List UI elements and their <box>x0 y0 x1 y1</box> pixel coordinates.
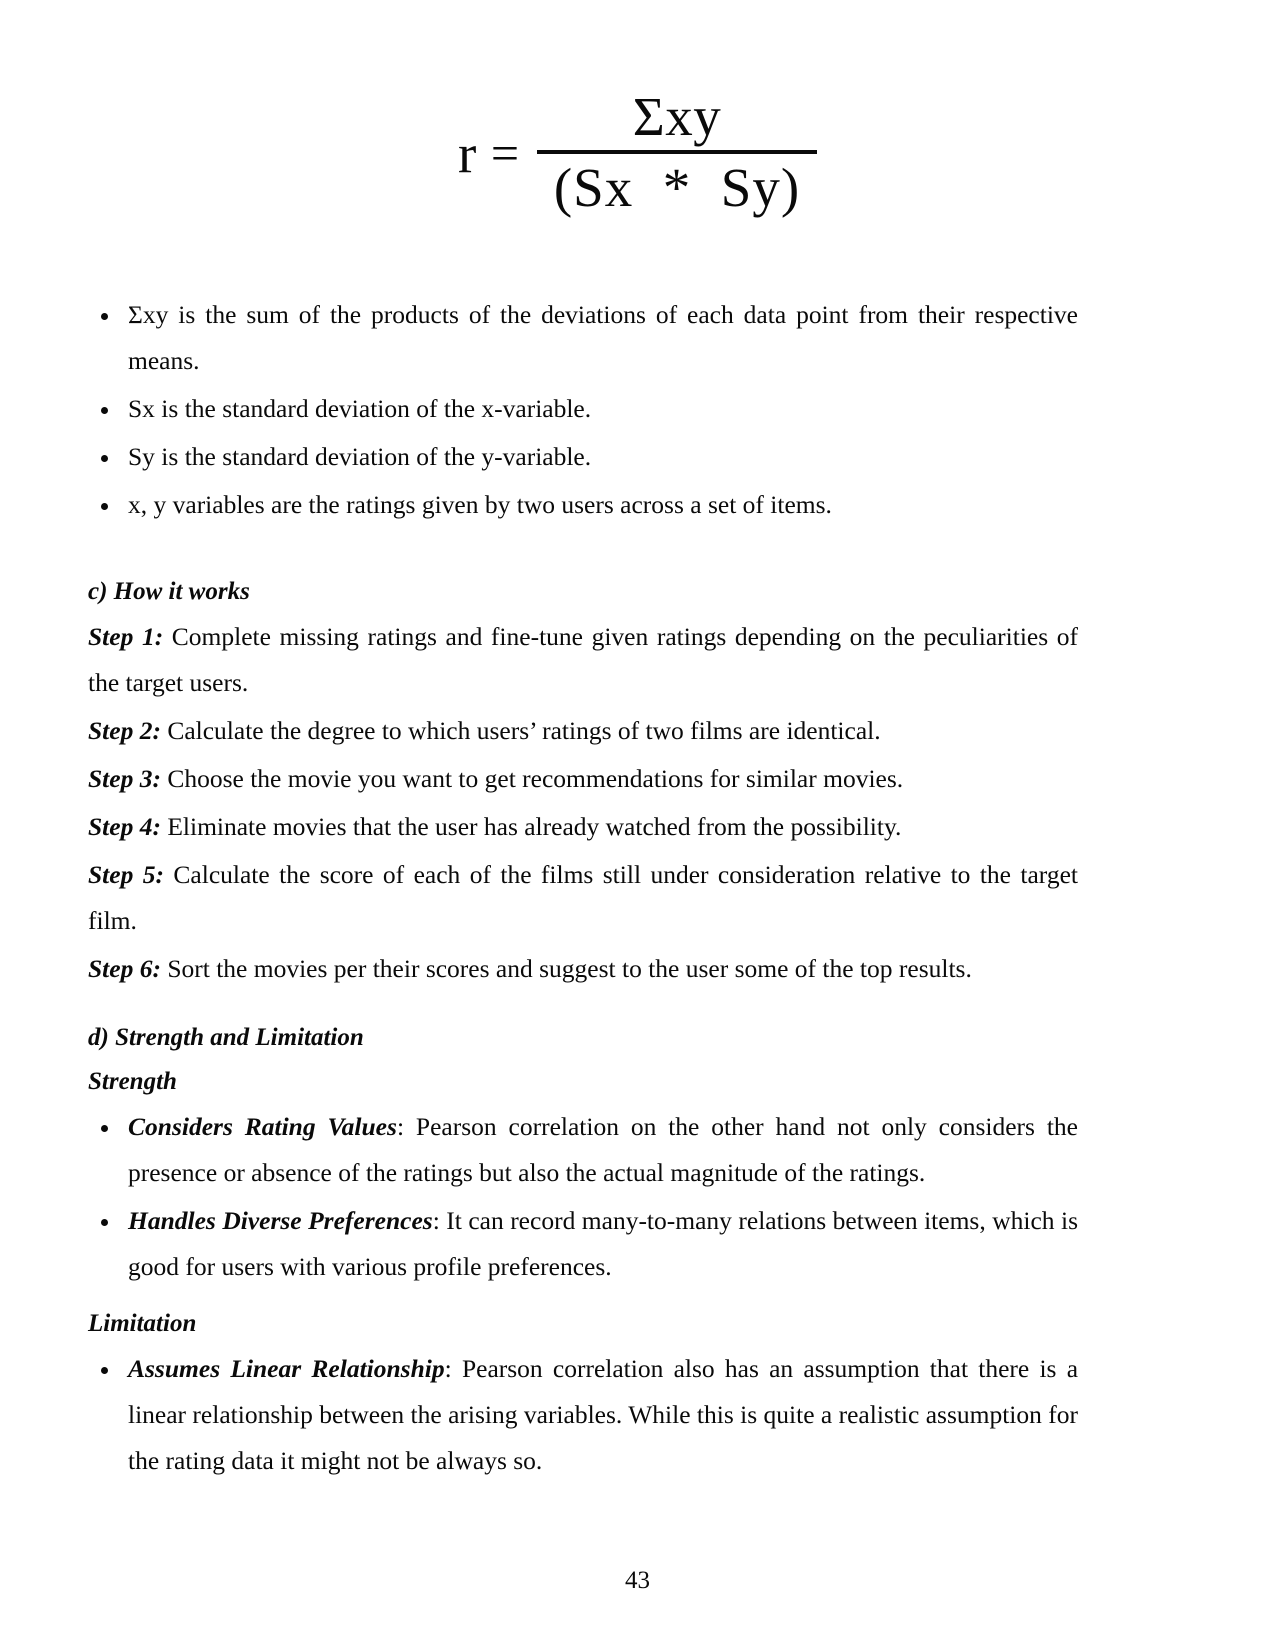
list-item: Sy is the standard deviation of the y-variable. <box>88 434 1078 480</box>
formula-fraction <box>537 88 817 218</box>
step-5-label: Step 5: <box>88 860 164 889</box>
list-item: Sx is the standard deviation of the x-variable. <box>88 386 1078 432</box>
strength-item-1-text: : Pearson correlation on the other hand not only considers the presence or absence of the ratings but also the actual magnitude of the ratings. <box>128 1112 1078 1187</box>
formula-inner <box>458 88 817 218</box>
spacer <box>88 994 1078 1016</box>
strength-item-2-lead: Handles Diverse Preferences <box>128 1206 433 1235</box>
formula-left-side: r <box>457 122 477 184</box>
subheading-strength: Strength <box>88 1068 177 1095</box>
spacer <box>88 530 1078 570</box>
strength-list <box>88 1104 1078 1290</box>
pearson-correlation-formula <box>0 88 1275 218</box>
spacer <box>88 1292 1078 1302</box>
step-3-label: Step 3: <box>88 764 161 793</box>
step-4-paragraph <box>88 804 1078 850</box>
limitation-list <box>88 1346 1078 1484</box>
limitation-item-1-text: : Pearson correlation also has an assumption that there is a linear relationship between the arising variables. While this is quite a realistic assumption for the rating data it might not be always so. <box>128 1354 1079 1475</box>
step-6-text: Sort the movies per their scores and suggest to the user some of the top results. <box>160 954 972 983</box>
formula-equals-sign: = <box>490 125 520 182</box>
step-5-text: Calculate the score of each of the films still under consideration relative to the target film. <box>88 860 1078 935</box>
step-4-text: Eliminate movies that the user has already watched from the possibility. <box>160 812 902 841</box>
step-5-paragraph <box>88 852 1078 944</box>
strength-item-2-text: : It can record many-to-many relations between items, which is good for users with various profile preferences. <box>128 1206 1078 1281</box>
step-3-paragraph <box>88 756 1078 802</box>
section-heading-how-it-works: c) How it works <box>88 578 250 605</box>
section-heading-strength-and-limitation: d) Strength and Limitation <box>88 1024 364 1051</box>
list-item: Σxy is the sum of the products of the deviations of each data point from their respective means. <box>88 292 1078 384</box>
step-3-text: Choose the movie you want to get recommendations for similar movies. <box>160 764 904 793</box>
document-body <box>88 292 1078 1486</box>
step-2-paragraph <box>88 708 1078 754</box>
step-1-text: Complete missing ratings and fine-tune given ratings depending on the peculiarities of the target users. <box>88 622 1078 697</box>
step-1-label: Step 1: <box>88 622 164 651</box>
step-2-label: Step 2: <box>88 716 161 745</box>
step-6-paragraph <box>88 946 1078 992</box>
step-2-text: Calculate the degree to which users’ ratings of two films are identical. <box>160 716 881 745</box>
step-4-label: Step 4: <box>88 812 161 841</box>
formula-numerator: Σxy <box>632 86 722 147</box>
limitation-item-1-lead: Assumes Linear Relationship <box>128 1354 445 1383</box>
subheading-limitation: Limitation <box>88 1310 197 1337</box>
list-item <box>88 1346 1078 1484</box>
list-item <box>88 1104 1078 1196</box>
list-item <box>88 1198 1078 1290</box>
list-item: x, y variables are the ratings given by two users across a set of items. <box>88 482 1078 528</box>
strength-item-1-lead: Considers Rating Values <box>128 1112 397 1141</box>
step-1-paragraph <box>88 614 1078 706</box>
formula-fraction-bar <box>537 150 817 154</box>
formula-denominator: (Sx * Sy) <box>553 156 801 218</box>
page-number: 43 <box>625 1567 650 1594</box>
definitions-list <box>88 292 1078 528</box>
step-6-label: Step 6: <box>88 954 161 983</box>
